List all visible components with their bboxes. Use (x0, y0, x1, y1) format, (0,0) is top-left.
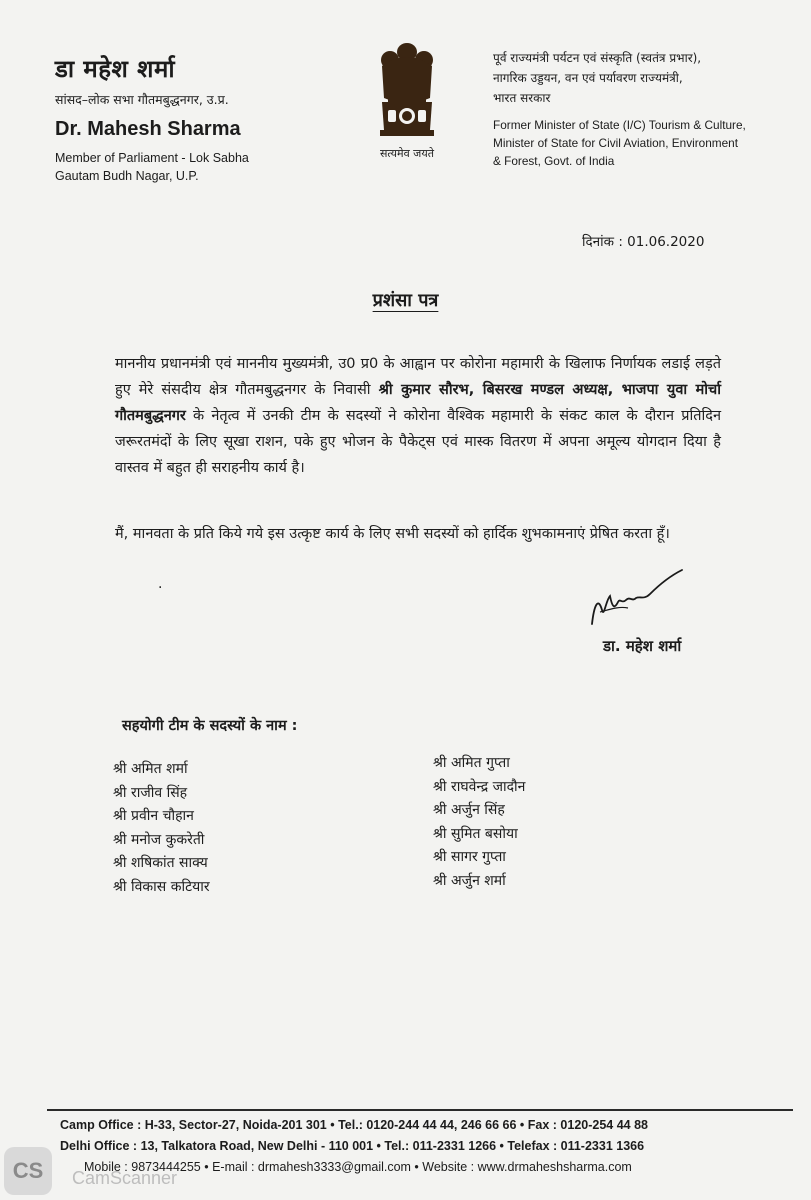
sender-title-english (55, 149, 249, 185)
member-line-2: Gautam Budh Nagar, U.P. (55, 169, 199, 183)
certificate-title (0, 288, 811, 312)
emblem-motto: सत्यमेव जयते (379, 147, 434, 160)
team-member: श्री शषिकांत साक्य (113, 855, 208, 871)
member-line-1: Member of Parliament - Lok Sabha (55, 151, 249, 165)
team-member: श्री विकास कटियार (113, 878, 210, 895)
right-hi-line-1: पूर्व राज्यमंत्री पर्यटन एवं संस्कृति (स्वतंत्र प्रभार), (493, 51, 702, 65)
right-hi-line-2: नागरिक उड्डयन, वन एवं पर्यावरण राज्यमंत्री, (493, 71, 683, 85)
p1-text-end: के नेतृत्व में उनकी टीम के सदस्यों ने कोरोना वैश्विक महामारी के संकट काल के दौरान प्रतिदिन जरूरतमंदों के लिए सूखा राशन, पके हुए भोजन के पैकेट्स एवं मास्क वितरण में अपना अमूल्य योगदान दिया है वास्तव में बहुत ही सराहनीय कार्य है। (115, 408, 721, 476)
p1-text-start: माननीय प्रधानमंत्री एवं माननीय मुख्यमंत्री, उ0 प्र0 के आह्वान पर कोरोना महामारी के खिलाफ निर्णायक लडाई लड़ते हुए मेरे संसदीय क्षेत्र गौतमबुद्धनगर के निवासी (115, 356, 721, 398)
signatory-name: डा. महेश शर्मा (603, 637, 682, 655)
sender-title-hindi: सांसद–लोक सभा गौतमबुद्धनगर, उ.प्र. (55, 92, 229, 107)
body-paragraph-1 (115, 351, 721, 481)
footer-contact: Mobile : 9873444255 • E-mail : drmahesh3333@gmail.com • Website : www.drmaheshsharma.com (84, 1160, 632, 1174)
stray-dot: · (158, 580, 163, 596)
sender-name-english: Dr. Mahesh Sharma (55, 118, 241, 140)
team-member: श्री मनोज कुकरेती (113, 831, 205, 848)
team-member: श्री अमित शर्मा (113, 761, 188, 777)
letter-date: दिनांक : 01.06.2020 (582, 234, 705, 250)
former-minister-english (493, 116, 793, 170)
team-member: श्री राघवेन्द्र जादौन (433, 778, 526, 795)
handwritten-signature (588, 566, 688, 636)
camscanner-logo-icon: CS (4, 1147, 52, 1195)
camscanner-watermark: CamScanner (72, 1168, 178, 1188)
footer-camp-office: Camp Office : H-33, Sector-27, Noida-201 301 • Tel.: 0120-244 44 44, 246 66 66 • Fax : 0120-254 44 88 (60, 1118, 649, 1132)
right-en-line-2: Minister of State for Civil Aviation, Environment (493, 136, 738, 150)
team-list-left (113, 758, 210, 899)
team-list-right (433, 752, 525, 893)
right-hi-line-3: भारत सरकार (493, 91, 551, 105)
p1-bold-name: श्री कुमार सौरभ, बिसरख मण्डल अध्यक्ष, भाजपा युवा मोर्चा गौतमबुद्धनगर (115, 382, 721, 424)
body-paragraph-2: मैं, मानवता के प्रति किये गये इस उत्कृष्ट कार्य के लिए सभी सदस्यों को हार्दिक शुभकामनाएं प्रेषित करता हूँ। (115, 526, 670, 542)
team-member: श्री अर्जुन शर्मा (433, 872, 506, 889)
sender-name-hindi: डा महेश शर्मा (55, 55, 176, 83)
team-member: श्री सुमित बसोया (433, 825, 518, 842)
team-member: श्री प्रवीन चौहान (113, 808, 194, 824)
right-en-line-1: Former Minister of State (I/C) Tourism & Culture, (493, 118, 746, 132)
certificate-title-text: प्रशंसा पत्र (372, 290, 439, 311)
team-member: श्री सागर गुप्ता (433, 849, 506, 865)
footer-delhi-office: Delhi Office : 13, Talkatora Road, New Delhi - 110 001 • Tel.: 011-2331 1266 • Telefax : 011-2331 1366 (60, 1139, 645, 1153)
footer-divider (47, 1109, 793, 1111)
team-members-heading: सहयोगी टीम के सदस्यों के नाम : (122, 718, 298, 734)
team-member: श्री राजीव सिंह (113, 784, 188, 801)
team-member: श्री अर्जुन सिंह (433, 802, 505, 818)
team-member: श्री अमित गुप्ता (433, 755, 510, 771)
former-minister-hindi (493, 48, 793, 108)
right-en-line-3: & Forest, Govt. of India (493, 154, 615, 168)
